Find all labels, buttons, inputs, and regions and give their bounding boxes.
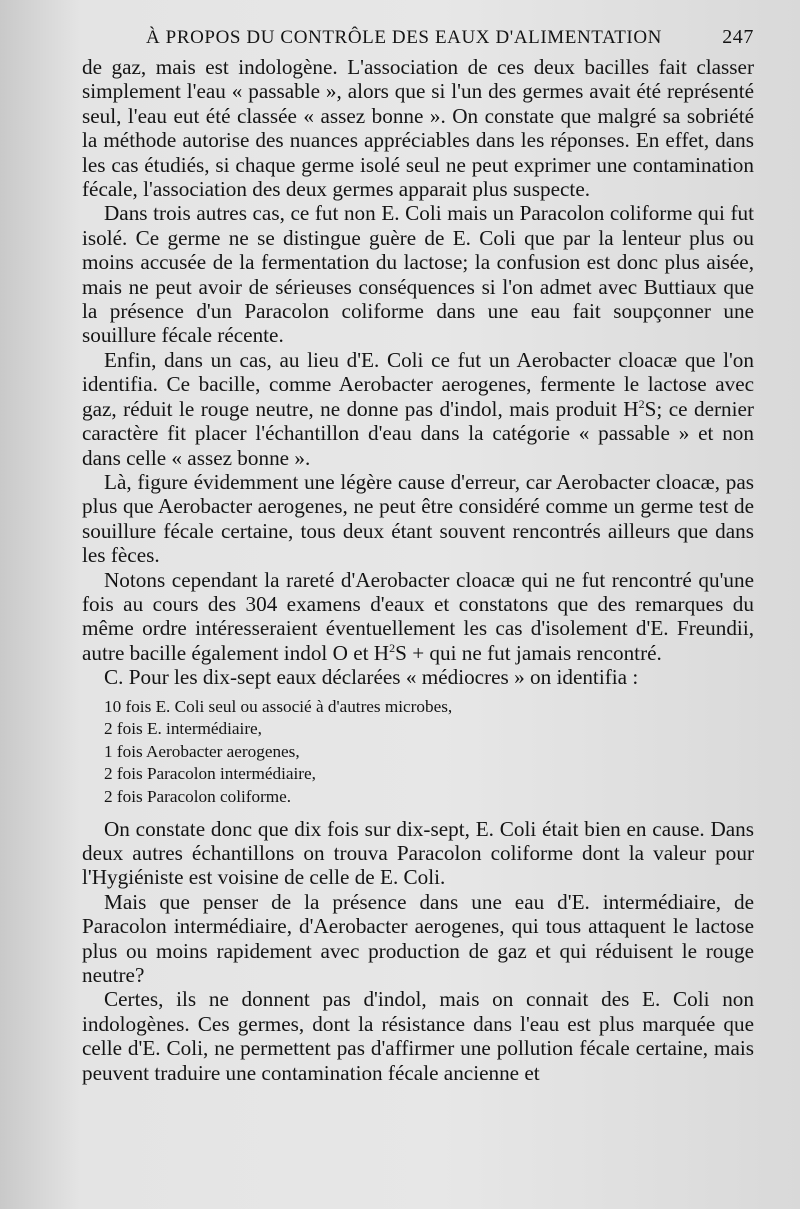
paragraph-continuation: de gaz, mais est indologène. L'association de ces deux bacilles fait classer simplement l'eau « passable », alors que si l'un des germes avait été représenté seul, l'eau eut été classée « assez bonne ». On constate que malgré sa sobriété la méthode autorise des nuances appréciables dans les réponses. En effet, dans les cas étudiés, si chaque germe isolé seul ne peut exprimer une contamination fécale, l'association des deux germes apparait plus suspecte. [82, 55, 754, 202]
superscript: 2 [638, 396, 645, 411]
list-item: 2 fois Paracolon coliforme. [104, 786, 292, 806]
list-item: 2 fois Paracolon intermédiaire, [104, 764, 316, 784]
page-number: 247 [722, 26, 754, 48]
paragraph-paracolon: Dans trois autres cas, ce fut non E. Coli mais un Paracolon coliforme qui fut isolé. Ce germe ne se distingue guère de E. Coli que par la lenteur plus ou moins accusée de la fermentation du lactose; la confusion est donc plus aisée, mais ne peut avoir de sérieuses conséquences si l'on admet avec Buttiaux que la présence d'un Paracolon coliforme dans une eau fait soupçonner une souillure fécale récente. [82, 201, 754, 348]
body-text [82, 55, 754, 1085]
list-item: 10 fois E. Coli seul ou associé à d'autres microbes, [104, 696, 453, 716]
paragraph-aerobacter-cloacae [82, 348, 754, 470]
text-run: S + qui ne fut jamais rencontré. [395, 640, 662, 665]
paragraph-certes: Certes, ils ne donnent pas d'indol, mais on connait des E. Coli non indologènes. Ces germes, dont la résistance dans l'eau est plus marquée que celle d'E. Coli, ne permettent pas d'affirmer une pollution fécale certaine, mais peuvent traduire une contamination fécale ancienne et [82, 987, 754, 1085]
text-run: S; ce dernier caractère fit placer l'échantillon d'eau dans la catégorie « passable » et non dans celle « assez bonne ». [82, 396, 754, 470]
paragraph-error-cause: Là, figure évidemment une légère cause d'erreur, car Aerobacter cloacæ, pas plus que Aerobacter aerogenes, ne peut être considéré comme un germe test de souillure fécale certaine, tous deux étant souvent rencontrés ailleurs que dans les fèces. [82, 469, 754, 568]
text-run: Enfin, dans un cas, au lieu d'E. Coli ce fut un Aerobacter cloacæ que l'on identifia. Ce bacille, comme Aerobacter aerogenes, fermente le lactose avec gaz, réduit le rouge neutre, ne donne pas d'indol, mais produit H [82, 347, 754, 421]
section-c-heading: C. Pour les dix-sept eaux déclarées « médiocres » on identifia : [104, 665, 639, 690]
identification-list [104, 696, 754, 809]
superscript: 2 [389, 640, 396, 655]
paragraph-question: Mais que penser de la présence dans une eau d'E. intermédiaire, de Paracolon intermédiaire, d'Aerobacter aerogenes, qui tous attaquent le lactose plus ou moins rapidement avec production de gaz et qui réduisent le rouge neutre? [82, 889, 754, 987]
paragraph-rarity [82, 568, 754, 666]
paragraph-conclusion: On constate donc que dix fois sur dix-sept, E. Coli était bien en cause. Dans deux autres échantillons on trouva Paracolon coliforme dont la valeur pour l'Hygiéniste est voisine de celle de E. Coli. [82, 816, 754, 890]
list-item: 1 fois Aerobacter aerogenes, [104, 741, 300, 761]
text-run: Notons cependant la rareté d'Aerobacter cloacæ qui ne fut rencontré qu'une fois au cours des 304 examens d'eaux et constatons que des remarques du même ordre intéresseraient éventuellement les cas d'isolement d'E. Freundii, autre bacille également indol O et H [82, 567, 754, 665]
running-title: À PROPOS DU CONTRÔLE DES EAUX D'ALIMENTATION [146, 27, 662, 48]
list-item: 2 fois E. intermédiaire, [104, 719, 262, 739]
running-header [146, 26, 754, 49]
